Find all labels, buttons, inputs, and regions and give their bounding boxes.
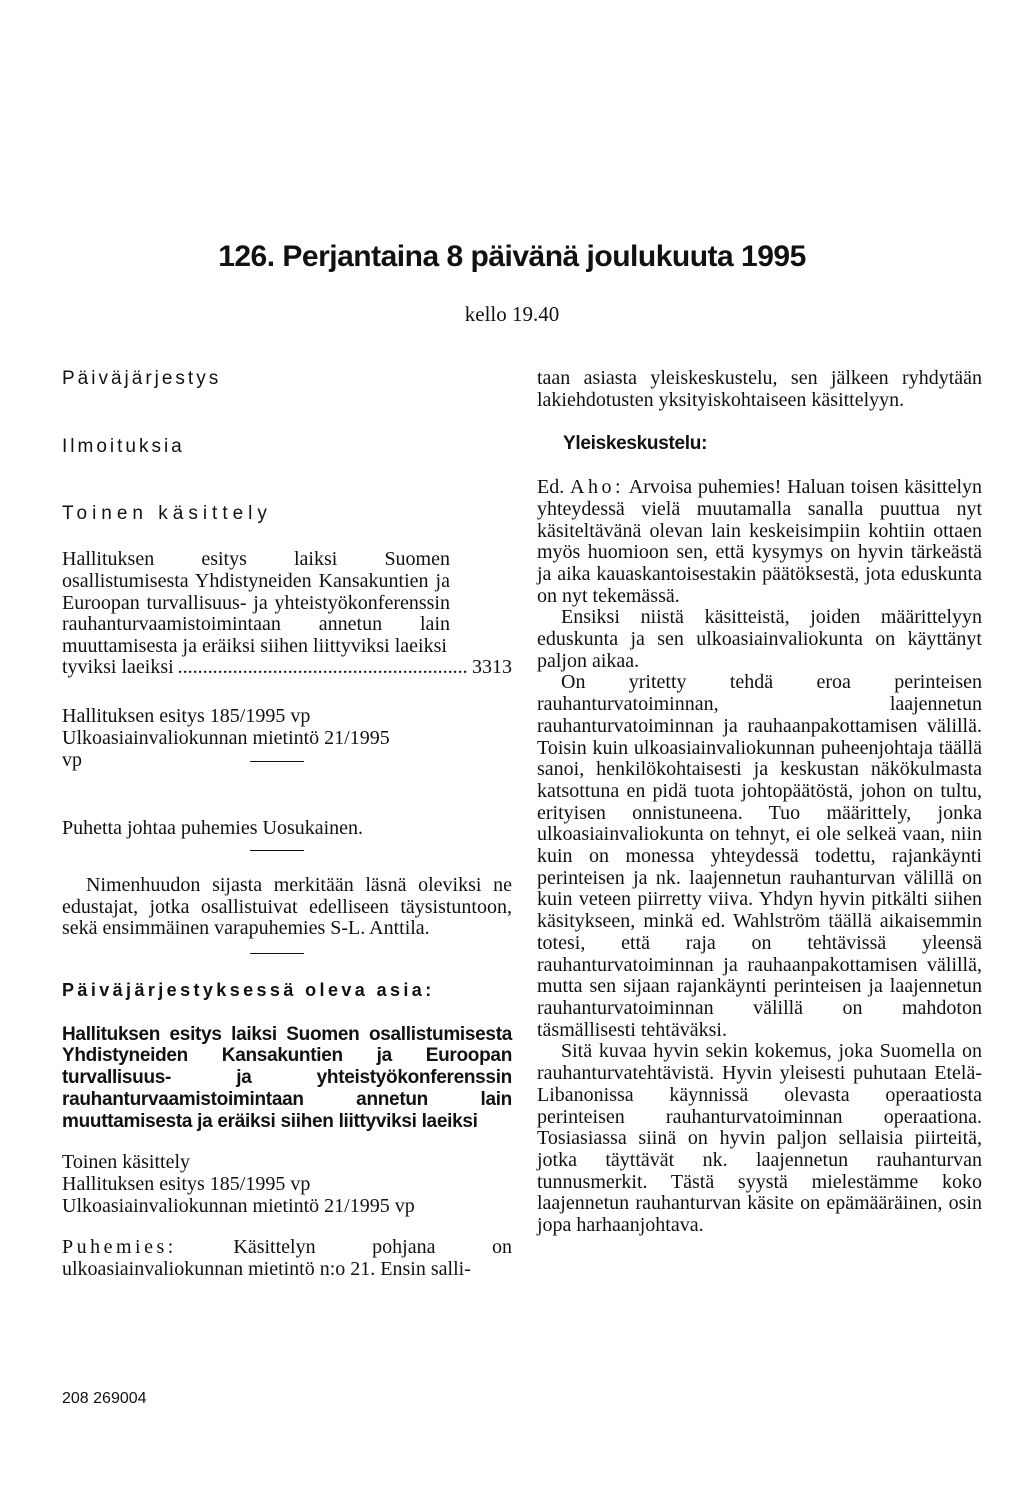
second-reading-heading: Toinen käsittely: [62, 503, 272, 525]
right-column: [537, 368, 982, 1237]
reference-hallituksen-esitys: Hallituksen esitys 185/1995 vp: [62, 705, 311, 728]
agenda-item: [62, 549, 512, 679]
reading-stage: Toinen käsittely: [62, 1151, 191, 1174]
agenda-item-heading: Päiväjärjestyksessä oleva asia:: [62, 980, 435, 1001]
agenda-item-text: Hallituksen esitys laiksi Suomen osallistumisesta Yhdistyneiden Kansakuntien ja Euroopan turvallisuus- ja yhteistyökonferenssin rauhanturvaamistoimintaan annetun lain muuttamisesta ja eräiksi siihen liittyviksi laeiksi: [62, 549, 450, 657]
divider: [250, 850, 304, 851]
reference-hallituksen-esitys-2: Hallituksen esitys 185/1995 vp: [62, 1172, 311, 1195]
speech-text-1: Arvoisa puhemies! Haluan toisen käsittelyn yhteydessä vielä muutamalla sanalla puuttua nyt käsiteltävänä olevan lain keskeisimpiin kohtiin ottaen myös huomioon sen, että kysymys on hyvin tärkeästä ja aika kauaskantoisestakin päätöksestä, jota eduskunta on nyt tekemässä.: [537, 476, 983, 607]
speaker-label: Puhemies:: [62, 1236, 177, 1259]
divider: [250, 761, 304, 762]
chair-note: Puhetta johtaa puhemies Uosukainen.: [62, 817, 364, 840]
agenda-heading: Päiväjärjestys: [62, 368, 222, 389]
reference-mietinto-2: Ulkoasiainvaliokunnan mietintö 21/1995 vp: [62, 1194, 415, 1217]
page-title: 126. Perjantaina 8 päivänä joulukuuta 1995: [218, 240, 806, 273]
reference-vp: vp: [62, 748, 82, 771]
divider: [250, 953, 304, 954]
ed-prefix: Ed.: [537, 476, 565, 499]
bill-title: Hallituksen esitys laiksi Suomen osallistumisesta Yhdistyneiden Kansakuntien ja Euroopan turvallisuus- ja yhteistyökonferenssin rauhanturvaamistoimintaan annetun lain muuttamisesta ja eräiksi siihen liittyviksi laeiksi: [62, 1023, 512, 1132]
speech-paragraph-4: Sitä kuvaa hyvin sekin kokemus, joka Suomella on rauhanturvatehtävistä. Hyvin yleisesti puhutaan Etelä-Libanonissa käynnissä olevasta operaatiosta perinteisen rauhanturvatoiminnan operaationa. Tosiasiassa siinä on hyvin paljon sellaisia piirteitä, jotka täyttävät nk. laajennetun rauhanturvan tunnusmerkit. Tästä syystä mielestämme koko laajennetun rauhanturvan käsite on epämääräinen, osin jopa harhaanjohtava.: [537, 1040, 982, 1237]
announcements-heading: Ilmoituksia: [62, 435, 185, 457]
agenda-item-page: 3313: [472, 656, 512, 679]
agenda-item-last-line: tyviksi laeiksi: [62, 656, 174, 679]
agenda-item-leader: [62, 657, 512, 679]
speaker-text: Käsittelyn pohjana on ulkoasiainvaliokunnan mietintö n:o 21. Ensin salli-: [62, 1236, 512, 1281]
speech-paragraph-3: On yritetty tehdä eroa perinteisen rauhanturvatoiminnan, laajennetun rauhanturvatoiminnan ja rauhaanpakottamisen välillä. Toisin kuin ulkoasiainvaliokunnan puheenjohtaja täällä sanoi, henkilökohtaisesti ja keskustan näkökulmasta katsottuna en pidä tuota johtopäätöstä, johon on tultu, erityisen onnistuneena. Tuo määrittely, jonka ulkoasiainvaliokunta on tehnyt, ei ole selkeä vaan, niin kuin on monessa yhteydessä todettu, rajankäynti perinteisen ja nk. laajennetun rauhanturvan välillä on kuin veteen piirretty viiva. Yhdyn hyvin pitkälti siihen käsitykseen, minkä ed. Wahlström täällä aikaisemmin totesi, että raja on tehtävissä yleensä rauhanturvatoiminnan ja rauhaanpakottamisen välillä, mutta sen sijaan rajankäynti perinteisen ja laajennetun rauhanturvatoiminnan välillä on mahdoton täsmällisesti tehtäväksi.: [537, 671, 982, 1041]
footer-page-code: 208 269004: [62, 1390, 147, 1407]
speech-paragraph-2: Ensiksi niistä käsitteistä, joiden määrittelyyn eduskunta ja sen ulkoasiainvaliokunta on käyttänyt paljon aikaa.: [537, 606, 982, 672]
leader-dots: ..........................................................: [177, 657, 468, 679]
speech-paragraph-1: [537, 477, 982, 607]
intro-paragraph: taan asiasta yleiskeskustelu, sen jälkeen ryhdytään lakiehdotusten yksityiskohtaiseen käsittelyyn.: [537, 367, 982, 411]
reference-mietinto: Ulkoasiainvaliokunnan mietintö 21/1995: [62, 726, 390, 749]
session-time: kello 19.40: [464, 302, 560, 326]
attendance-paragraph: Nimenhuudon sijasta merkitään läsnä oleviksi ne edustajat, jotka osallistuivat edelliseen täysistuntoon, sekä ensimmäinen varapuhemies S-L. Anttila.: [62, 873, 512, 940]
left-column: [62, 368, 512, 1281]
general-discussion-heading: Yleiskeskustelu:: [563, 433, 708, 455]
speaker-name: Aho:: [570, 476, 625, 499]
speaker-paragraph: [62, 1237, 512, 1280]
